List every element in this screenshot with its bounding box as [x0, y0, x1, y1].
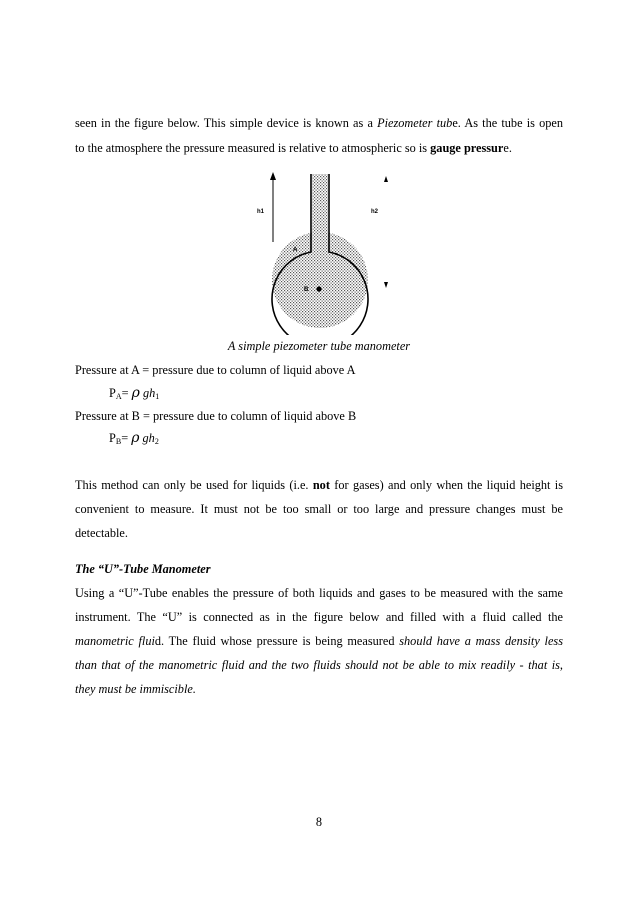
utube-heading: The “U”-Tube Manometer	[75, 562, 211, 576]
pressure-a-equation	[109, 385, 159, 405]
equation-term: gh	[139, 386, 156, 400]
label-b: B	[304, 287, 309, 293]
equation-subscript: 1	[155, 392, 160, 401]
equation-term: gh	[139, 431, 155, 445]
equation-equals: =	[121, 431, 132, 445]
figure-caption: A simple piezometer tube manometer	[227, 339, 411, 353]
pressure-b-text: Pressure at B = pressure due to column of liquid above B	[75, 409, 357, 423]
intro-line-1	[75, 115, 563, 131]
h1-arrowhead	[270, 172, 276, 180]
intro-line-2	[75, 140, 512, 156]
utube-line-5: they must be immiscible.	[75, 682, 196, 696]
label-a: A	[293, 247, 298, 253]
label-h1: h1	[257, 209, 265, 215]
method-text: for gases) and only when the liquid height is	[329, 478, 563, 492]
piezometer-figure	[245, 170, 395, 335]
piezometer-term: Piezometer tub	[377, 116, 453, 130]
utube-line-3	[75, 633, 563, 649]
method-line-3: detectable.	[75, 526, 128, 540]
equation-symbol: P	[109, 386, 116, 400]
utube-line-4: than that of the manometric fluid and the two fluids should not be able to mix readily - that is,	[75, 658, 563, 672]
page-number: 8	[315, 815, 323, 829]
utube-emphasis: should have a mass density less	[399, 634, 563, 648]
equation-subscript: A	[115, 392, 122, 401]
pressure-b-equation	[109, 430, 159, 450]
rho-symbol: ρ	[131, 385, 140, 401]
tube-liquid	[312, 174, 328, 256]
intro-text: e. As the tube is open	[452, 116, 563, 130]
equation-subscript: B	[115, 437, 122, 446]
method-line-1	[75, 477, 563, 493]
equation-subscript: 2	[154, 437, 159, 446]
utube-line-1: Using a “U”-Tube enables the pressure of both liquids and gases to be measured with the same	[75, 586, 563, 600]
manometric-fluid-term: manometric flui	[75, 634, 155, 648]
utube-text: d. The fluid whose pressure is being measured	[154, 634, 400, 648]
gauge-pressure-term: gauge pressur	[430, 141, 504, 155]
utube-line-2: instrument. The “U” is connected as in the figure below and filled with a fluid called the	[75, 610, 563, 624]
not-emphasis: not	[312, 478, 330, 492]
h2-arrowhead-top	[384, 176, 388, 182]
rho-symbol: ρ	[131, 430, 140, 446]
method-text: This method can only be used for liquids (i.e.	[75, 478, 313, 492]
intro-text: seen in the figure below. This simple device is known as a	[75, 116, 378, 130]
method-line-2: convenient to measure. It must not be too small or too large and pressure changes must be	[75, 502, 563, 516]
pressure-a-text: Pressure at A = pressure due to column of liquid above A	[75, 363, 356, 377]
point-b-dot	[316, 286, 321, 291]
intro-text: e.	[503, 141, 512, 155]
equation-equals: =	[121, 386, 132, 400]
intro-text: to the atmosphere the pressure measured is relative to atmospheric so is	[75, 141, 431, 155]
label-h2: h2	[371, 209, 379, 215]
equation-symbol: P	[109, 431, 116, 445]
h2-arrowhead-bottom	[384, 282, 388, 288]
